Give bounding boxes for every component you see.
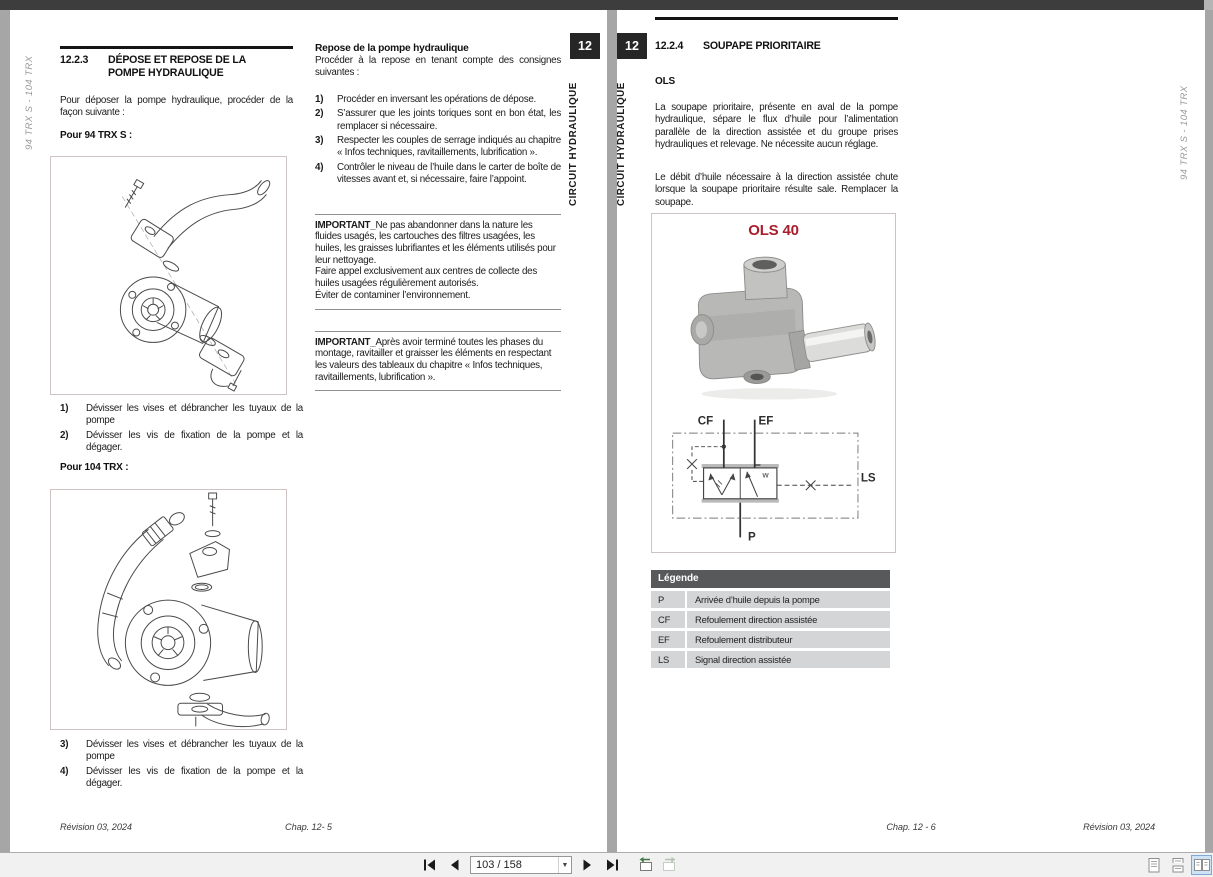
section-rule	[60, 46, 293, 49]
legend-desc: Arrivée d’huile depuis la pompe	[695, 594, 820, 605]
legend-desc: Refoulement distributeur	[695, 634, 793, 645]
step-number: 1)	[315, 93, 324, 105]
important-line: Faire appel exclusivement aux centres de collecte des huiles usagées régulièrement autorisés.	[315, 266, 537, 290]
page-side-model-label: 94 TRX S - 104 TRX	[24, 55, 35, 150]
scrollbar-corner	[1204, 0, 1213, 10]
chevron-down-icon: ▼	[558, 857, 571, 873]
step-number: 1)	[60, 403, 69, 414]
page-side-model-label: 94 TRX S - 104 TRX	[1179, 85, 1190, 180]
section-title: SOUPAPE PRIORITAIRE	[703, 40, 821, 52]
single-page-view-icon	[1146, 857, 1162, 874]
previous-view-button[interactable]	[635, 856, 655, 874]
step-text: Dévisser les vises et débrancher les tuyaux de la pompe	[86, 403, 303, 427]
important-line: IMPORTANT_Après avoir terminé toutes les phases du montage, ravitailler et graisser les éléments en respectant les valeurs des tableaux du chapitre « Infos techniques, ravitaillements, lubrification ».	[315, 336, 552, 383]
schematic-label-cf: CF	[697, 415, 713, 428]
chapter-number-tab: 12	[570, 33, 600, 59]
legend-table	[651, 570, 890, 668]
two-page-view-icon	[1193, 857, 1211, 873]
schematic-label-ef: EF	[758, 415, 773, 428]
list-item	[60, 739, 303, 764]
next-page-icon	[578, 857, 596, 873]
schematic-label-p: P	[747, 531, 756, 544]
page-number-value: 103 / 158	[476, 859, 522, 871]
important-label: IMPORTANT_	[315, 219, 376, 231]
previous-page-button[interactable]	[445, 856, 465, 874]
paragraph-2: Le débit d’huile nécessaire à la direction assistée chute lorsque la soupape prioritaire résulte sale. Remplacer la soupape.	[655, 172, 898, 208]
subheading-104trx: Pour 104 TRX :	[60, 462, 129, 473]
legend-desc: Refoulement direction assistée	[695, 614, 818, 625]
important-line: Éviter de contaminer l’environnement.	[315, 289, 471, 301]
step-number: 4)	[315, 161, 324, 173]
step-number: 2)	[315, 108, 324, 120]
step-text: Dévisser les vises et débrancher les tuyaux de la pompe	[86, 739, 303, 763]
pump-exploded-drawing-94trx	[51, 157, 286, 394]
list-item	[315, 94, 561, 106]
table-row	[651, 611, 890, 628]
schematic-label-w: W	[761, 472, 769, 480]
subheading-94trx: Pour 94 TRX S :	[60, 130, 133, 141]
continuous-view-button[interactable]	[1167, 855, 1188, 875]
valve-photo	[664, 243, 884, 408]
repose-intro: Procéder à la repose en tenant compte des consignes suivantes :	[315, 55, 561, 79]
list-item	[315, 162, 561, 187]
figure-ols40-valve	[651, 213, 896, 553]
intro-paragraph: Pour déposer la pompe hydraulique, procéder de la façon suivante :	[60, 95, 293, 119]
footer-revision: Révision 03, 2024	[60, 822, 132, 832]
page-navigation	[420, 856, 680, 874]
two-page-view-button[interactable]	[1191, 855, 1212, 875]
viewer-bottom-toolbar	[0, 852, 1213, 877]
previous-view-icon	[635, 856, 655, 874]
chapter-number-tab: 12	[617, 33, 647, 59]
section-heading	[60, 54, 298, 79]
step-text: S’assurer que les joints toriques sont en bon état, les remplacer si nécessaire.	[337, 108, 561, 132]
step-number: 2)	[60, 429, 69, 441]
manual-page-left	[10, 10, 607, 852]
first-page-icon	[421, 857, 439, 873]
page-view-modes	[1143, 855, 1212, 875]
last-page-icon	[603, 857, 621, 873]
legend-header: Légende	[651, 570, 890, 588]
last-page-button[interactable]	[602, 856, 622, 874]
page-number-combobox[interactable]	[470, 856, 572, 874]
viewer-top-strip	[0, 0, 1213, 10]
legend-key: LS	[651, 651, 687, 668]
next-view-button[interactable]	[660, 856, 680, 874]
legend-key: EF	[651, 631, 687, 648]
important-note-lubrication	[315, 331, 561, 392]
subheading-ols: OLS	[655, 76, 675, 87]
schematic-label-ls: LS	[860, 472, 876, 485]
paragraph-1: La soupape prioritaire, présente en aval de la pompe hydraulique, sépare le flux d’huile pour l’alimentation parallèle de la direction assistée et du groupe prises hydrauliques et relevage. Ne nécessite aucun réglage.	[655, 102, 898, 151]
next-view-icon	[660, 856, 680, 874]
section-number: 12.2.3	[60, 54, 89, 66]
step-text: Dévisser les vis de fixation de la pompe et la dégager.	[86, 765, 303, 790]
list-item	[315, 135, 561, 160]
chapter-name-vertical: CIRCUIT HYDRAULIQUE	[568, 82, 579, 206]
step-number: 3)	[315, 135, 324, 147]
important-label: IMPORTANT_	[315, 336, 376, 348]
footer-chapter-page: Chap. 12- 5	[285, 822, 332, 832]
continuous-view-icon	[1170, 857, 1186, 874]
steps-104trx	[60, 739, 303, 793]
step-text: Respecter les couples de serrage indiqués au chapitre « Infos techniques, ravitaillements, lubrification ».	[337, 135, 561, 159]
figure-pump-94trx	[50, 156, 287, 395]
footer-chapter-page: Chap. 12 - 6	[886, 822, 936, 832]
legend-desc: Signal direction assistée	[695, 654, 792, 665]
section-rule	[655, 17, 898, 20]
next-page-button[interactable]	[577, 856, 597, 874]
legend-key: CF	[651, 611, 687, 628]
section-heading	[655, 40, 898, 53]
figure-title: OLS 40	[748, 222, 799, 239]
table-row	[651, 631, 890, 648]
first-page-button[interactable]	[420, 856, 440, 874]
repose-heading: Repose de la pompe hydraulique	[315, 43, 469, 54]
valve-hydraulic-schematic	[663, 410, 885, 548]
table-row	[651, 651, 890, 668]
list-item	[60, 430, 303, 455]
list-item	[315, 108, 561, 133]
important-note-environment	[315, 214, 561, 310]
footer-revision: Révision 03, 2024	[1083, 822, 1155, 832]
step-number: 4)	[60, 765, 69, 777]
list-item	[60, 403, 303, 428]
important-line: IMPORTANT_Ne pas abandonner dans la nature les fluides usagés, les cartouches des filtres usagées, les huiles, les graisses lubrifiantes et les éléments utilisés pour leur nettoyage.	[315, 219, 556, 266]
pump-exploded-drawing-104trx	[51, 490, 286, 729]
legend-key: P	[651, 591, 687, 608]
chapter-name-vertical: CIRCUIT HYDRAULIQUE	[616, 82, 627, 206]
step-number: 3)	[60, 739, 69, 750]
step-text: Dévisser les vis de fixation de la pompe et la dégager.	[86, 429, 303, 454]
table-row	[651, 591, 890, 608]
single-page-view-button[interactable]	[1143, 855, 1164, 875]
section-number: 12.2.4	[655, 40, 684, 52]
step-text: Contrôler le niveau de l’huile dans le carter de boîte de vitesses avant et, si nécessaire, faire l’appoint.	[337, 161, 561, 186]
manual-page-right	[617, 10, 1205, 852]
repose-column	[315, 43, 561, 391]
steps-94trx	[60, 403, 303, 457]
step-text: Procéder en inversant les opérations de dépose.	[337, 93, 537, 105]
previous-page-icon	[446, 857, 464, 873]
section-title: DÉPOSE ET REPOSE DE LA POMPE HYDRAULIQUE	[108, 54, 246, 79]
list-item	[60, 766, 303, 791]
figure-pump-104trx	[50, 489, 287, 730]
